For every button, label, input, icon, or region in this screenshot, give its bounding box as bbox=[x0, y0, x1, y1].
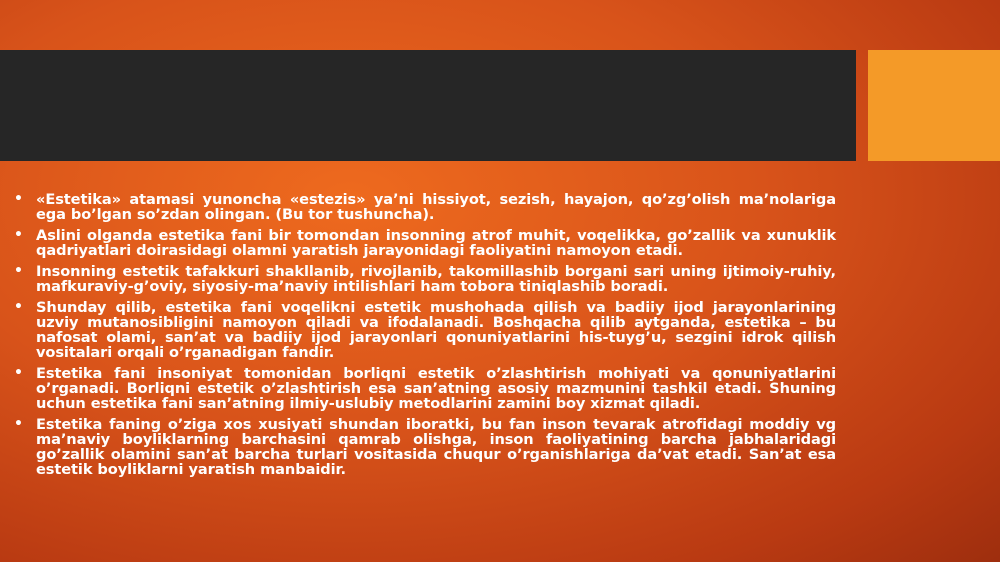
bullet-list bbox=[14, 192, 836, 483]
list-item-text: Shunday qilib, estetika fani voqelikni estetik mushohada qilish va badiiy ijod jarayonlarining uzviy mutanosibligini namoyon qiladi va ifodalanadi. Boshqacha qilib aytganda, estetika – bu nafosat olami, san’at va badiiy ijod jarayonlari qonuniyatlarini his-tuyg’u, sezgini idrok qilish vositalari orqali o’rganadigan fandir. bbox=[36, 299, 836, 361]
list-item bbox=[14, 228, 836, 258]
list-item bbox=[14, 192, 836, 222]
list-item-text: Estetika fani insoniyat tomonidan borliqni estetik o’zlashtirish mohiyati va qonuniyatlarini o’rganadi. Borliqni estetik o’zlashtirish esa san’atning asosiy mazmunini tashkil etadi. Shuning uchun estetika fani san’atning ilmiy-uslubiy metodlarini zamini boy xizmat qiladi. bbox=[36, 365, 836, 412]
bullet-icon: • bbox=[14, 299, 23, 315]
accent-square bbox=[868, 50, 1000, 161]
list-item bbox=[14, 264, 836, 294]
list-item bbox=[14, 366, 836, 411]
list-item-text: «Estetika» atamasi yunoncha «estezis» ya’ni hissiyot, sezish, hayajon, qo’zg’olish ma’nolariga ega bo’lgan so’zdan olingan. (Bu tor tushuncha). bbox=[36, 191, 836, 223]
bullet-icon: • bbox=[14, 191, 23, 207]
bullet-icon: • bbox=[14, 416, 23, 432]
bullet-icon: • bbox=[14, 263, 23, 279]
list-item bbox=[14, 300, 836, 360]
list-item-text: Estetika faning o’ziga xos xusiyati shundan iboratki, bu fan inson tevarak atrofidagi moddiy vg ma’naviy boyliklarning barchasini qamrab olishga, inson faoliyatining barcha jabhalaridagi go’zallik olamini san’at barcha turlari vositasida chuqur o’rganishlariga da’vat etadi. San’at esa estetik boyliklarni yaratish manbaidir. bbox=[36, 416, 836, 478]
bullet-icon: • bbox=[14, 227, 23, 243]
list-item bbox=[14, 417, 836, 477]
list-item-text: Insonning estetik tafakkuri shakllanib, rivojlanib, takomillashib borgani sari uning ijtimoiy-ruhiy, mafkuraviy-g’oviy, siyosiy-ma’naviy intilishlari ham tobora tiniqlashib boradi. bbox=[36, 263, 836, 295]
title-bar bbox=[0, 50, 856, 161]
bullet-icon: • bbox=[14, 365, 23, 381]
list-item-text: Aslini olganda estetika fani bir tomondan insonning atrof muhit, voqelikka, go’zallik va xunuklik qadriyatlari doirasidagi olamni yaratish jarayonidagi faoliyatini namoyon etadi. bbox=[36, 227, 836, 259]
